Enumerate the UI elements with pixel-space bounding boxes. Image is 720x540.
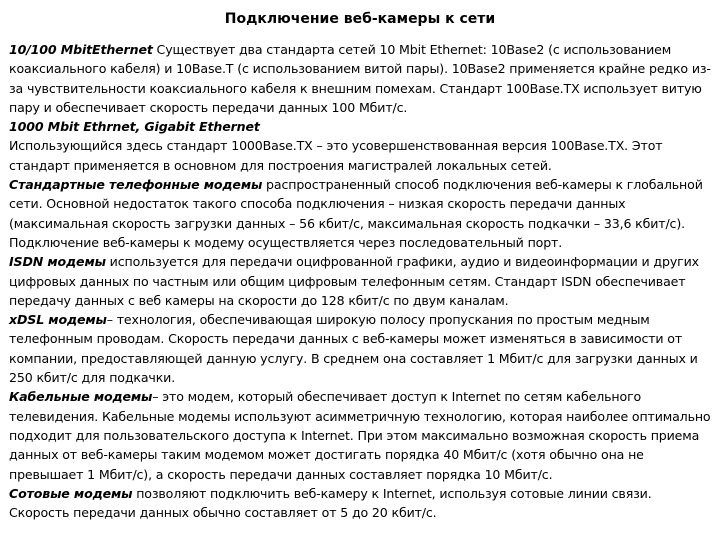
paragraph-cellular-modems <box>9 484 713 523</box>
paragraph-isdn-modems <box>9 252 713 310</box>
text-gigabit-ethernet: Использующийся здесь стандарт 1000Base.TX – это усовершенствованная версия 100Base.TX. Этот стандарт применяется в основном для построения магистралей локальных сетей. <box>9 138 663 173</box>
term-10-100-ethernet: 10/100 MbitEthernet <box>9 42 153 57</box>
text-cable-modems: – это модем, который обеспечивает доступ к Internet по сетям кабельного телевидения. Кабельные модемы используют асимметричную технологию, которая наиболее оптимально подходит для пользовательского доступа к Internet. При этом максимально возможная скорость приема данных от веб-камеры таким модемом может достигать порядка 40 Мбит/с (хотя обычно она не превышает 1 Мбит/с), а скорость передачи данных составляет порядка 10 Мбит/с. <box>9 389 711 482</box>
paragraph-gigabit-heading <box>9 117 713 136</box>
text-10-100-ethernet: Существует два стандарта сетей 10 Mbit Ethernet: 10Base2 (с использованием коаксиального кабеля) и 10Base.T (с использованием витой пары). 10Base2 применяется крайне редко из-за чувствительности коаксиального кабеля к внешним помехам. Стандарт 100Base.TX использует витую пару и обеспечивает скорость передачи данных 100 Мбит/с. <box>9 42 711 115</box>
term-gigabit-ethernet: 1000 Mbit Ethrnet, Gigabit Ethernet <box>9 119 260 135</box>
text-xdsl-modems: – технология, обеспечивающая широкую полосу пропускания по простым медным телефонным проводам. Скорость передачи данных с веб-камеры может изменяться в зависимости от компании, предоставляющей данную услугу. В среднем она составляет 1 Мбит/с для загрузки данных и 250 кбит/с для подкачки. <box>9 312 698 386</box>
document-body <box>9 40 713 522</box>
term-xdsl-modems: xDSL модемы <box>9 312 107 328</box>
paragraph-cable-modems <box>9 387 713 483</box>
term-telephone-modems: Стандартные телефонные модемы <box>9 177 263 193</box>
document-title: Подключение веб-камеры к сети <box>224 11 496 27</box>
text-isdn-modems: используется для передачи оцифрованной графики, аудио и видеоинформации и других цифровых данных по частным или общим цифровым телефонным сетям. Стандарт ISDN обеспечивает передачу данных с веб камеры на скорости до 128 кбит/с по двум каналам. <box>9 254 699 308</box>
paragraph-telephone-modems <box>9 175 713 252</box>
paragraph-xdsl-modems <box>9 310 713 387</box>
text-telephone-modems: распространенный способ подключения веб-камеры к глобальной сети. Основной недостаток такого способа подключения – низкая скорость передачи данных (максимальная скорость загрузки данных – 56 кбит/с, максимальная скорость подкачки – 33,6 кбит/с). Подключение веб-камеры к модему осуществляется через последовательный порт. <box>9 177 703 250</box>
text-cellular-modems: позволяют подключить веб-камеру к Internet, используя сотовые линии связи. Скорость передачи данных обычно составляет от 5 до 20 кбит/с. <box>9 485 652 521</box>
paragraph-10-100-ethernet <box>9 40 713 117</box>
paragraph-gigabit-ethernet <box>9 136 713 175</box>
term-cable-modems: Кабельные модемы <box>9 389 153 405</box>
term-cellular-modems: Сотовые модемы <box>9 485 133 501</box>
term-isdn-modems: ISDN модемы <box>9 254 106 270</box>
